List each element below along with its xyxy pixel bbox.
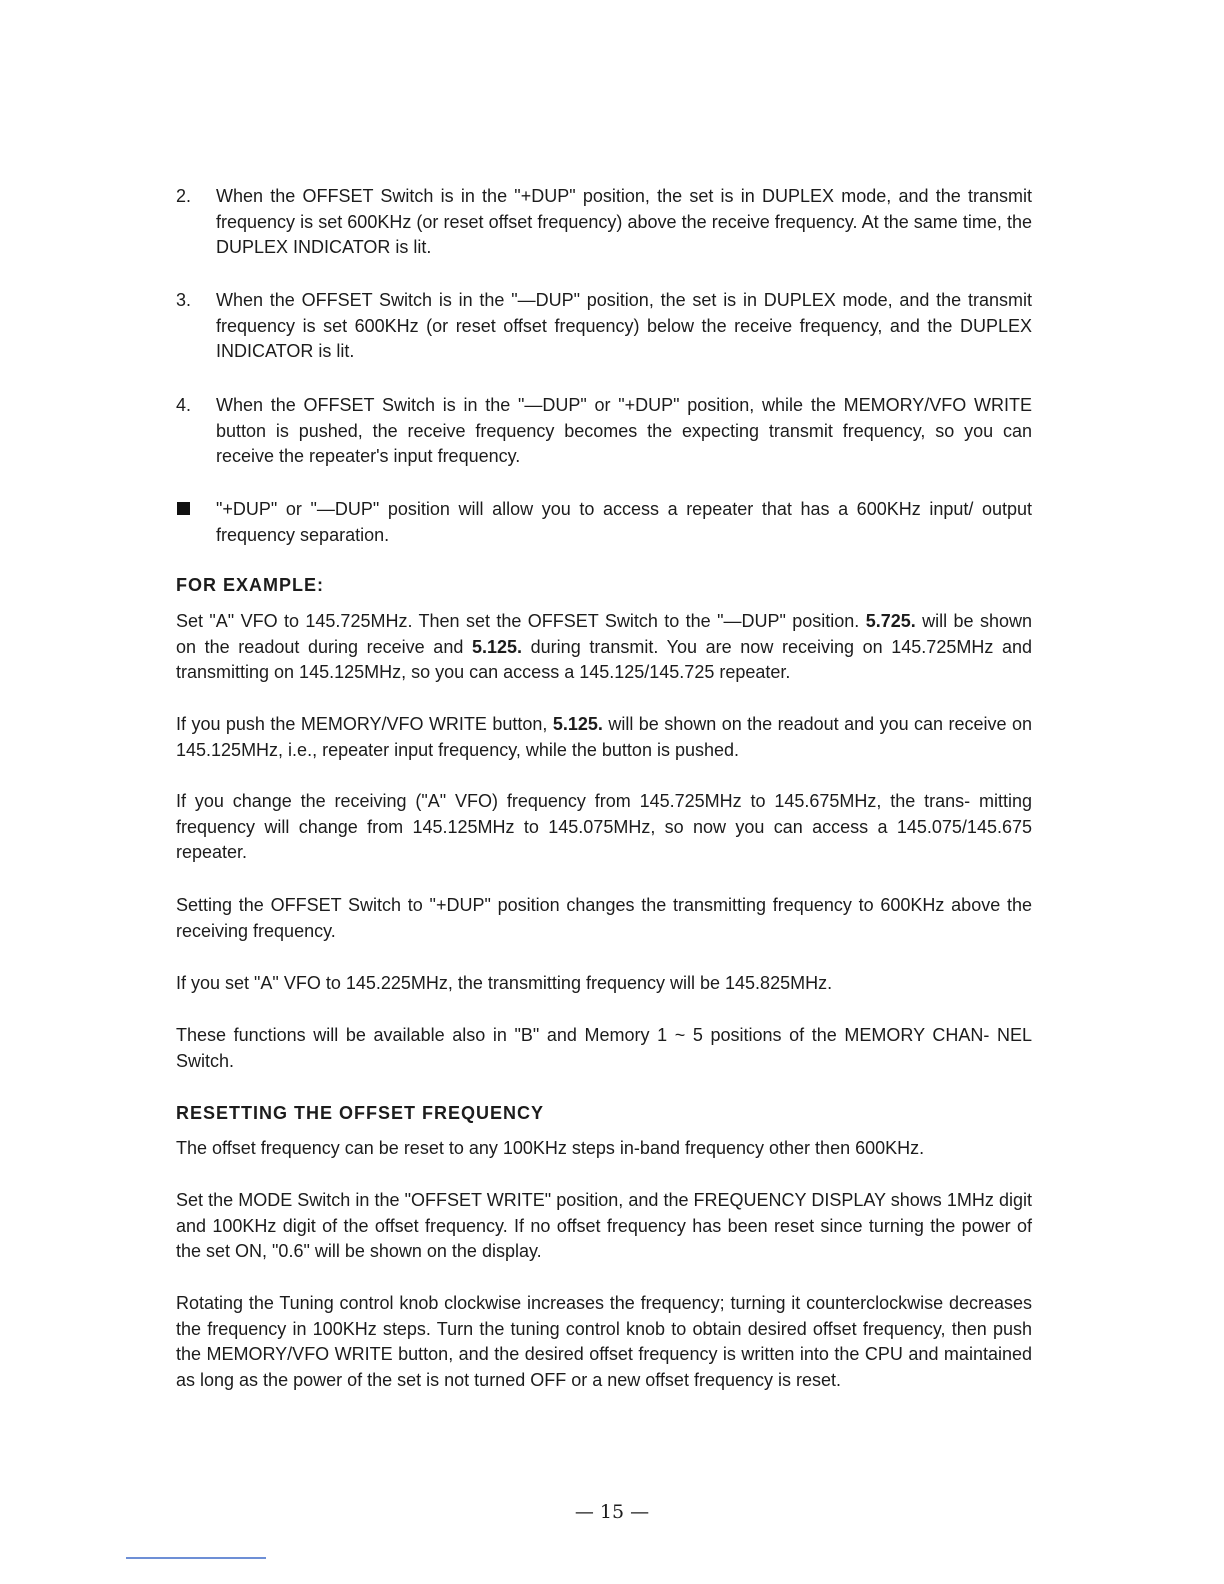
item-number: 3. [176, 290, 192, 310]
resetting-heading: RESETTING THE OFFSET FREQUENCY [176, 1103, 545, 1123]
example-paragraph-5: If you set "A" VFO to 145.225MHz, the transmitting frequency will be 145.825MHz. [176, 973, 833, 993]
item-text: When the OFFSET Switch is in the "+DUP" position, the set is in DUPLEX mode, and the transmit frequency is set 600KHz (or reset offset frequency) above the receive frequency. At the same time, the DUPLEX INDICATOR is lit. [216, 186, 1032, 257]
scan-edge-divider [126, 1557, 266, 1559]
resetting-paragraph-3: Rotating the Tuning control knob clockwise increases the frequency; turning it counterclockwise decreases the frequency in 100KHz steps. Turn the tuning control knob to obtain desired offset frequency, then push the MEMORY/VFO WRITE button, and the desired offset frequency is written into the CPU and maintained as long as the power of the set is not turned OFF or a new offset frequency is reset. [176, 1293, 1032, 1390]
readout-value: 5.125. [552, 714, 603, 734]
note-text: "+DUP" or "—DUP" position will allow you to access a repeater that has a 600KHz input/ output frequency separation. [216, 499, 1032, 545]
list-item-3 [176, 288, 1032, 365]
example-paragraph-3: If you change the receiving ("A" VFO) frequency from 145.725MHz to 145.675MHz, the trans- mitting frequency will change from 145.125MHz to 145.075MHz, so now you can access a 145.075/145.675 repeater. [176, 791, 1032, 862]
example-paragraph-1: Set "A" VFO to 145.725MHz. Then set the OFFSET Switch to the "—DUP" position. 5.725. will be shown on the readout during receive and 5.125. during transmit. You are now receiving on 145.725MHz and transmitting on 145.125MHz, so you can access a 145.125/145.725 repeater. [176, 611, 1032, 682]
example-paragraph-2: If you push the MEMORY/VFO WRITE button, 5.125. will be shown on the readout and you can receive on 145.125MHz, i.e., repeater input frequency, while the button is pushed. [176, 714, 1032, 760]
example-paragraph-6: These functions will be available also in "B" and Memory 1 ~ 5 positions of the MEMORY CHAN- NEL Switch. [176, 1025, 1032, 1071]
list-item-4 [176, 393, 1032, 470]
page-number: — 15 — [574, 1501, 650, 1523]
list-item-2 [176, 184, 1032, 261]
item-text: When the OFFSET Switch is in the "—DUP" position, the set is in DUPLEX mode, and the transmit frequency is set 600KHz (or reset offset frequency) below the receive frequency, and the DUPLEX INDICATOR is lit. [216, 290, 1032, 361]
square-bullet-icon [177, 502, 190, 515]
resetting-paragraph-2: Set the MODE Switch in the "OFFSET WRITE" position, and the FREQUENCY DISPLAY shows 1MHz digit and 100KHz digit of the offset frequency. If no offset frequency has been reset since turning the power of the set ON, "0.6" will be shown on the display. [176, 1190, 1032, 1261]
resetting-paragraph-1: The offset frequency can be reset to any 100KHz steps in-band frequency other then 600KHz. [176, 1138, 925, 1158]
note-item [176, 497, 1032, 548]
example-heading: FOR EXAMPLE: [176, 575, 325, 595]
item-number: 2. [176, 186, 192, 206]
item-text: When the OFFSET Switch is in the "—DUP" or "+DUP" position, while the MEMORY/VFO WRITE button is pushed, the receive frequency becomes the expecting transmit frequency, so you can receive the repeater's input frequency. [216, 395, 1032, 466]
item-number: 4. [176, 395, 192, 415]
readout-value: 5.725. [865, 611, 916, 631]
readout-value: 5.125. [471, 636, 523, 657]
example-paragraph-4: Setting the OFFSET Switch to "+DUP" position changes the transmitting frequency to 600KHz above the receiving frequency. [176, 895, 1032, 941]
